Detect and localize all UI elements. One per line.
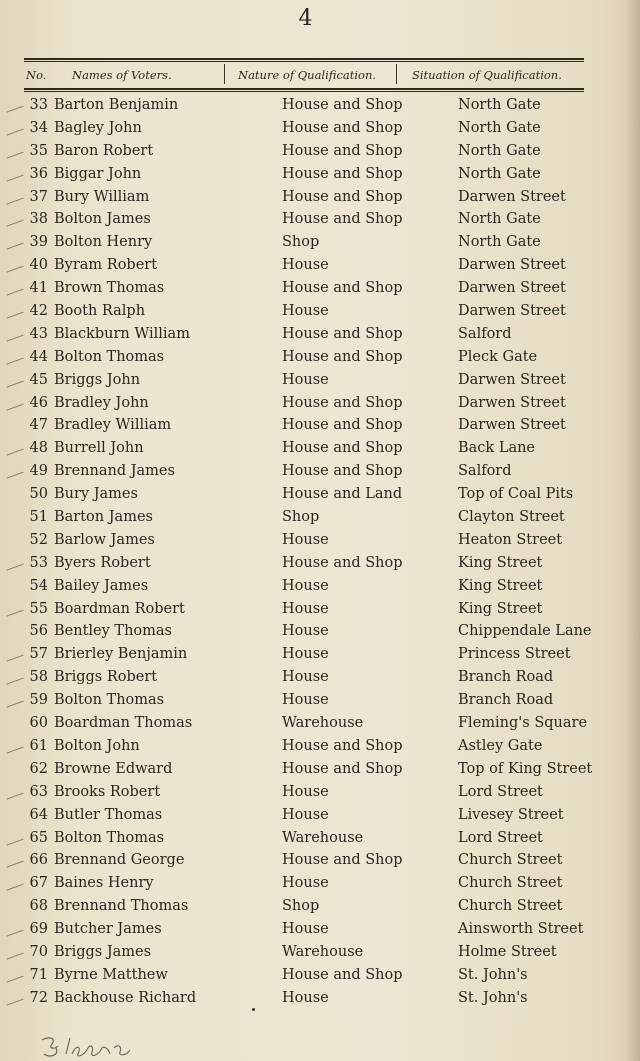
voter-qualification-nature: House (282, 669, 329, 686)
voter-qualification-nature: House and Shop (282, 97, 403, 113)
voter-name: Burrell John (54, 440, 144, 457)
voter-name: Barlow James (54, 531, 155, 548)
voter-row (0, 805, 640, 828)
voter-qualification-situation: North Gate (458, 165, 541, 182)
pencil-tick-icon (2, 461, 23, 479)
header-nature: Nature of Qualification. (238, 68, 377, 82)
pencil-tick-icon (2, 232, 23, 250)
voter-name: Bolton Thomas (54, 829, 165, 846)
voter-qualification-nature: House and Shop (282, 188, 403, 205)
voter-qualification-situation: Darwen Street (458, 257, 566, 274)
voter-name: Baines Henry (54, 875, 154, 892)
header-rule-bottom-thin (24, 91, 584, 92)
voter-row (0, 873, 640, 896)
voter-row (0, 988, 640, 1011)
voter-qualification-nature: House (282, 371, 329, 388)
pencil-tick-icon (2, 300, 23, 318)
pencil-tick-icon (2, 186, 23, 204)
voter-qualification-nature: House and Shop (282, 737, 403, 754)
voter-qualification-situation: Darwen Street (458, 280, 566, 297)
voter-qualification-nature: House and Shop (282, 325, 403, 342)
voter-qualification-situation: Darwen Street (458, 188, 566, 205)
pencil-tick-icon (2, 850, 23, 868)
voter-row (0, 530, 640, 553)
voter-name: Byers Robert (54, 554, 151, 571)
voter-qualification-situation: Lord Street (458, 783, 543, 800)
voter-qualification-nature: House (282, 921, 329, 938)
voter-number: 35 (29, 142, 48, 159)
pencil-tick-icon (2, 369, 23, 387)
voter-qualification-nature: Shop (282, 898, 320, 915)
voter-qualification-nature: House (282, 989, 329, 1006)
table-header (24, 64, 584, 86)
voter-qualification-nature: Warehouse (282, 715, 364, 732)
voter-qualification-nature: House (282, 531, 329, 548)
voter-qualification-situation: North Gate (458, 234, 541, 251)
voter-number: 39 (29, 234, 48, 251)
voter-row (0, 232, 640, 255)
pencil-tick-icon (2, 987, 23, 1005)
pencil-tick-icon (2, 323, 23, 341)
voter-qualification-situation: Branch Road (458, 692, 554, 709)
voter-qualification-situation: North Gate (458, 142, 541, 159)
voter-number: 44 (29, 348, 48, 365)
voter-qualification-situation: Darwen Street (458, 394, 566, 411)
voter-number: 42 (29, 303, 48, 320)
voter-name: Bolton Thomas (54, 692, 165, 709)
voter-qualification-nature: House (282, 303, 329, 320)
voter-qualification-nature: House (282, 692, 329, 709)
voter-qualification-nature: House and Shop (282, 165, 403, 182)
voter-qualification-nature: Shop (282, 509, 320, 526)
voter-qualification-situation: King Street (458, 554, 543, 571)
voter-number: 58 (29, 669, 48, 686)
voter-name: Brown Thomas (54, 280, 165, 297)
voter-name: Bolton Henry (54, 234, 153, 251)
voter-qualification-nature: House and Shop (282, 966, 403, 983)
voter-qualification-situation: North Gate (458, 211, 541, 228)
voter-name: Brennand Thomas (54, 898, 189, 915)
voter-number: 49 (29, 463, 48, 480)
voter-row (0, 667, 640, 690)
voter-row (0, 324, 640, 347)
voter-qualification-nature: House and Shop (282, 852, 403, 869)
voter-name: Briggs James (54, 943, 152, 960)
voter-row (0, 484, 640, 507)
voter-qualification-situation: Livesey Street (458, 806, 564, 823)
voter-qualification-situation: Top of King Street (458, 760, 593, 777)
voter-number: 61 (29, 737, 48, 754)
pencil-tick-icon (2, 689, 23, 707)
pencil-tick-icon (2, 346, 23, 364)
voter-row (0, 301, 640, 324)
voter-name: Brierley Benjamin (54, 646, 188, 663)
pencil-tick-icon (2, 255, 23, 273)
voter-qualification-nature: Warehouse (282, 943, 364, 960)
voter-qualification-situation: St. John's (458, 966, 528, 983)
voter-number: 48 (29, 440, 48, 457)
voter-name: Bagley John (54, 119, 142, 136)
voter-number: 71 (29, 966, 48, 983)
voter-row (0, 782, 640, 805)
voter-qualification-situation: Clayton Street (458, 509, 565, 526)
voter-row (0, 507, 640, 530)
header-names: Names of Voters. (72, 68, 172, 82)
voter-number: 63 (29, 783, 48, 800)
voter-qualification-situation: Heaton Street (458, 531, 563, 548)
voter-number: 52 (29, 531, 48, 548)
voter-number: 47 (29, 417, 48, 434)
voter-qualification-nature: House and Shop (282, 348, 403, 365)
voter-number: 43 (29, 325, 48, 342)
voter-qualification-nature: House and Shop (282, 440, 403, 457)
voter-row (0, 713, 640, 736)
voter-name: Bolton Thomas (54, 348, 165, 365)
pencil-tick-icon (2, 873, 23, 891)
voter-qualification-nature: House and Shop (282, 554, 403, 571)
voter-row (0, 164, 640, 187)
pencil-tick-icon (2, 781, 23, 799)
voter-name: Byrne Matthew (54, 966, 168, 983)
voter-number: 69 (29, 921, 48, 938)
voter-number: 68 (29, 898, 48, 915)
voter-qualification-situation: Salford (458, 325, 512, 342)
voter-qualification-situation: King Street (458, 577, 543, 594)
voter-name: Bradley William (54, 417, 172, 434)
voter-number: 36 (29, 165, 48, 182)
pencil-tick-icon (2, 598, 23, 616)
voter-name: Boardman Robert (54, 600, 185, 617)
voter-number: 37 (29, 188, 48, 205)
voter-qualification-nature: House (282, 623, 329, 640)
voter-row (0, 553, 640, 576)
voter-row (0, 576, 640, 599)
voter-row (0, 278, 640, 301)
voter-name: Briggs John (54, 371, 141, 388)
voter-name: Brooks Robert (54, 783, 161, 800)
voter-qualification-nature: Warehouse (282, 829, 364, 846)
voter-row (0, 919, 640, 942)
voter-name: Bolton James (54, 211, 151, 228)
voter-qualification-situation: Pleck Gate (458, 348, 538, 365)
voter-qualification-situation: Lord Street (458, 829, 543, 846)
voter-qualification-situation: Darwen Street (458, 417, 566, 434)
pencil-tick-icon (2, 735, 23, 753)
voter-row (0, 118, 640, 141)
voter-qualification-nature: House and Shop (282, 463, 403, 480)
header-divider (224, 64, 225, 84)
pencil-tick-icon (2, 438, 23, 456)
voter-number: 55 (29, 600, 48, 617)
voter-name: Bury William (54, 188, 150, 205)
header-rule-bottom (24, 88, 584, 90)
voter-qualification-nature: House and Shop (282, 280, 403, 297)
voter-qualification-situation: Darwen Street (458, 303, 566, 320)
voter-row (0, 370, 640, 393)
voter-row (0, 828, 640, 851)
voter-qualification-nature: House and Shop (282, 760, 403, 777)
voter-name: Bailey James (54, 577, 149, 594)
pencil-tick-icon (2, 392, 23, 410)
voter-number: 65 (29, 829, 48, 846)
voter-number: 56 (29, 623, 48, 640)
voter-number: 33 (29, 97, 48, 113)
voter-qualification-nature: House (282, 257, 329, 274)
voter-number: 54 (29, 577, 48, 594)
voter-row (0, 965, 640, 988)
ink-dot (252, 1008, 255, 1011)
voter-list (0, 95, 640, 1011)
voter-number: 60 (29, 715, 48, 732)
voter-row (0, 599, 640, 622)
pencil-tick-icon (2, 552, 23, 570)
voter-qualification-situation: Darwen Street (458, 371, 566, 388)
voter-name: Boardman Thomas (54, 715, 193, 732)
voter-name: Bradley John (54, 394, 149, 411)
voter-qualification-situation: Branch Road (458, 669, 554, 686)
voter-name: Bentley Thomas (54, 623, 172, 640)
voter-qualification-situation: Salford (458, 463, 512, 480)
voter-row (0, 644, 640, 667)
voter-qualification-situation: Fleming's Square (458, 715, 588, 732)
voter-row (0, 942, 640, 965)
voter-qualification-nature: House (282, 806, 329, 823)
voter-name: Butler Thomas (54, 806, 163, 823)
header-rule-top-thin (24, 61, 584, 62)
header-situation: Situation of Qualification. (412, 68, 562, 82)
voter-number: 53 (29, 554, 48, 571)
voter-qualification-nature: House and Land (282, 486, 403, 503)
voter-qualification-nature: House and Shop (282, 119, 403, 136)
voter-row (0, 759, 640, 782)
voter-number: 66 (29, 852, 48, 869)
voter-qualification-situation: St. John's (458, 989, 528, 1006)
voter-row (0, 690, 640, 713)
voter-number: 67 (29, 875, 48, 892)
voter-qualification-nature: House (282, 577, 329, 594)
voter-name: Barton Benjamin (54, 97, 179, 113)
pencil-tick-icon (2, 964, 23, 982)
pencil-tick-icon (2, 94, 23, 112)
voter-row (0, 896, 640, 919)
pencil-tick-icon (2, 667, 23, 685)
voter-row (0, 187, 640, 210)
voter-qualification-nature: House and Shop (282, 394, 403, 411)
voter-name: Backhouse Richard (54, 989, 197, 1006)
header-no: No. (26, 68, 47, 82)
voter-qualification-situation: Astley Gate (458, 737, 543, 754)
voter-name: Blackburn William (54, 325, 190, 342)
pencil-tick-icon (2, 644, 23, 662)
voter-number: 72 (29, 989, 48, 1006)
voter-name: Brennand George (54, 852, 185, 869)
header-rule-top (24, 58, 584, 60)
voter-name: Biggar John (54, 165, 142, 182)
voter-row (0, 850, 640, 873)
voter-row (0, 393, 640, 416)
voter-qualification-nature: House and Shop (282, 211, 403, 228)
voter-qualification-situation: Ainsworth Street (458, 921, 584, 938)
voter-number: 45 (29, 371, 48, 388)
voter-qualification-situation: King Street (458, 600, 543, 617)
voter-qualification-nature: House (282, 783, 329, 800)
voter-qualification-nature: House and Shop (282, 142, 403, 159)
pencil-tick-icon (2, 140, 23, 158)
voter-number: 46 (29, 394, 48, 411)
voter-number: 59 (29, 692, 48, 709)
voter-name: Byram Robert (54, 257, 158, 274)
voter-number: 57 (29, 646, 48, 663)
voter-name: Baron Robert (54, 142, 154, 159)
voter-qualification-situation: Top of Coal Pits (458, 486, 574, 503)
voter-qualification-nature: House (282, 646, 329, 663)
voter-number: 34 (29, 119, 48, 136)
voter-name: Bury James (54, 486, 138, 503)
voter-row (0, 255, 640, 278)
voter-name: Bolton John (54, 737, 140, 754)
voter-number: 40 (29, 257, 48, 274)
voter-qualification-nature: House (282, 875, 329, 892)
page-number: 4 (298, 6, 314, 31)
voter-row (0, 347, 640, 370)
pencil-tick-icon (2, 918, 23, 936)
voter-row (0, 736, 640, 759)
voter-qualification-situation: Church Street (458, 852, 563, 869)
voter-qualification-situation: Back Lane (458, 440, 536, 457)
voter-row (0, 141, 640, 164)
voter-name: Butcher James (54, 921, 162, 938)
pencil-tick-icon (2, 209, 23, 227)
voter-name: Booth Ralph (54, 303, 146, 320)
voter-qualification-situation: North Gate (458, 119, 541, 136)
pencil-tick-icon (2, 941, 23, 959)
voter-qualification-nature: House (282, 600, 329, 617)
voter-row (0, 438, 640, 461)
voter-number: 70 (29, 943, 48, 960)
voter-qualification-situation: Church Street (458, 875, 563, 892)
voter-number: 38 (29, 211, 48, 228)
voter-number: 51 (29, 509, 48, 526)
voter-row (0, 95, 640, 118)
voter-number: 41 (29, 280, 48, 297)
voter-qualification-nature: House and Shop (282, 417, 403, 434)
voter-name: Briggs Robert (54, 669, 158, 686)
pencil-tick-icon (2, 163, 23, 181)
voter-qualification-situation: North Gate (458, 97, 541, 113)
voter-number: 62 (29, 760, 48, 777)
voter-number: 64 (29, 806, 48, 823)
voter-qualification-situation: Chippendale Lane (458, 623, 592, 640)
pencil-tick-icon (2, 277, 23, 295)
handwritten-scrawl-icon (38, 1034, 134, 1060)
header-divider (396, 64, 397, 84)
voter-number: 50 (29, 486, 48, 503)
voter-qualification-nature: Shop (282, 234, 320, 251)
voter-row (0, 621, 640, 644)
voter-row (0, 461, 640, 484)
voter-row (0, 209, 640, 232)
voter-name: Brennand James (54, 463, 175, 480)
voter-qualification-situation: Princess Street (458, 646, 571, 663)
voter-name: Barton James (54, 509, 153, 526)
voter-row (0, 415, 640, 438)
pencil-tick-icon (2, 827, 23, 845)
voter-qualification-situation: Church Street (458, 898, 563, 915)
voter-qualification-situation: Holme Street (458, 943, 557, 960)
pencil-tick-icon (2, 117, 23, 135)
voter-name: Browne Edward (54, 760, 173, 777)
